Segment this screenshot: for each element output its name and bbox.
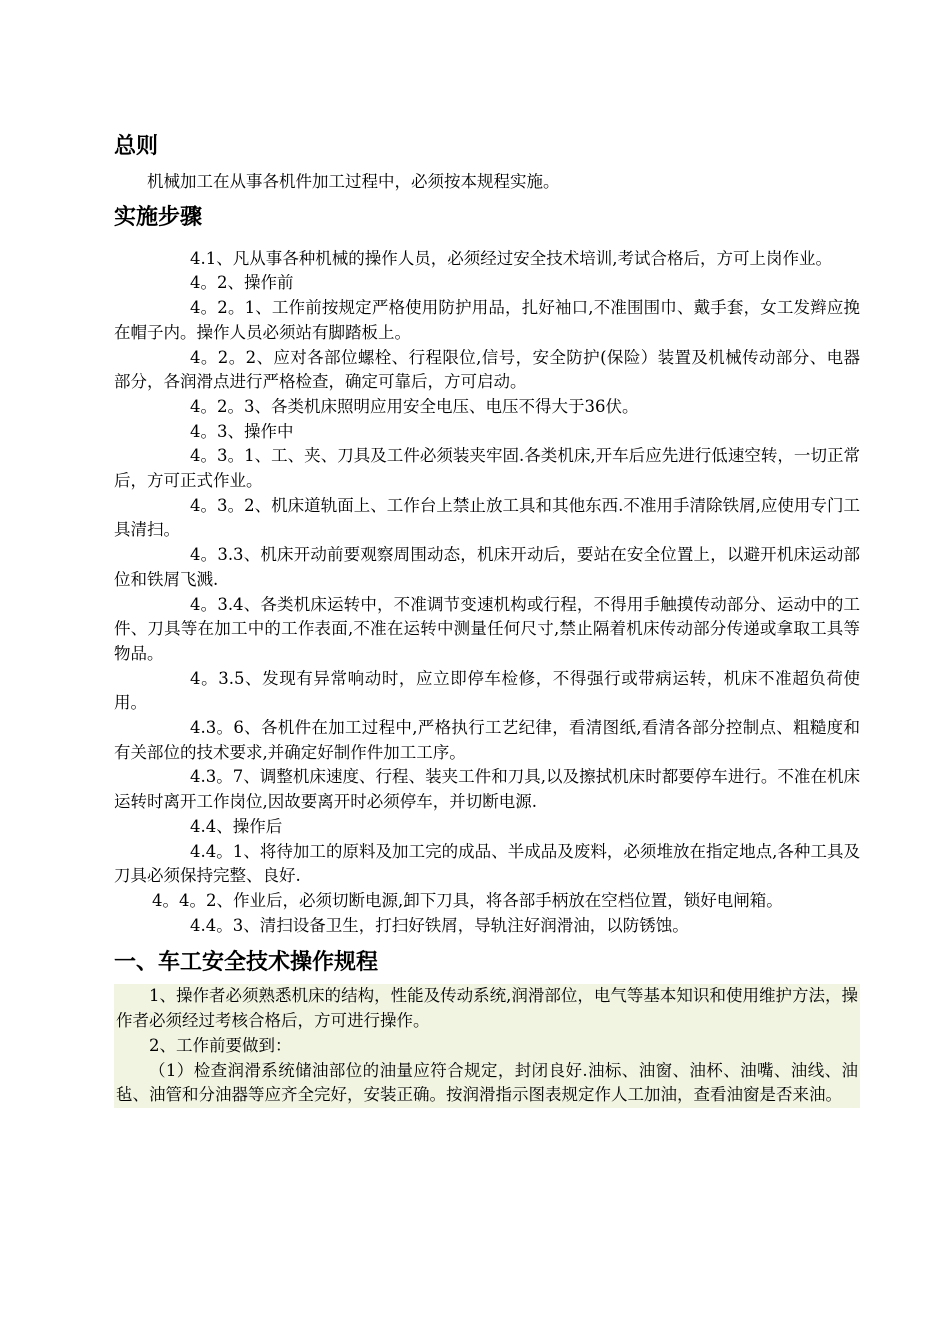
step-4-4-3: 4.4。3、清扫设备卫生，打扫好铁屑，导轨注好润滑油，以防锈蚀。 bbox=[190, 915, 689, 935]
step-4-3-4: 4。3.4、各类机床运转中，不准调节变速机构或行程，不得用手触摸传动部分、运动中的工件、刀具等在加工中的工作表面,不准在运转中测量任何尺寸,禁止隔着机床传动部分传递或拿取工具等物品。 bbox=[114, 594, 860, 663]
step-4-3-3: 4。3.3、机床开动前要观察周围动态，机床开动后，要站在安全位置上，以避开机床运动部位和铁屑飞溅. bbox=[114, 545, 860, 589]
step-4-3-5: 4。3.5、发现有异常响动时，应立即停车检修，不得强行或带病运转，机床不准超负荷使用。 bbox=[114, 668, 860, 713]
step-4-2-2: 4。2。2、应对各部位螺栓、行程限位,信号，安全防护(保险）装置及机械传动部分、电器部分，各润滑点进行严格检查，确定可靠后，方可启动。 bbox=[114, 347, 860, 392]
general-heading: 总则 bbox=[114, 134, 159, 159]
step-4-4-1: 4.4。1、将待加工的原料及加工完的成品、半成品及废料，必须堆放在指定地点,各种工具及刀具必须保持完整、良好. bbox=[114, 841, 860, 886]
document-page bbox=[114, 132, 860, 1108]
step-4-3-7: 4.3。7、调整机床速度、行程、装夹工件和刀具,以及擦拭机床时都要停车进行。不准在机床运转时离开工作岗位,因故要离开时必须停车，并切断电源. bbox=[114, 767, 860, 812]
step-4-4: 4.4、操作后 bbox=[190, 816, 283, 836]
general-paragraph: 机械加工在从事各机件加工过程中，必须按本规程实施。 bbox=[147, 172, 560, 191]
lathe-heading: 一、车工安全技术操作规程 bbox=[114, 950, 379, 976]
step-4-3-2: 4。3。2、机床道轨面上、工作台上禁止放工具和其他东西.不准用手清除铁屑,应使用专门工具清扫。 bbox=[114, 495, 860, 540]
step-4-3-1: 4。3。1、工、夹、刀具及工件必须装夹牢固.各类机床,开车后应先进行低速空转，一切正常后，方可正式作业。 bbox=[114, 446, 860, 491]
step-4-3: 4。3、操作中 bbox=[190, 421, 294, 441]
steps-heading: 实施步骤 bbox=[114, 204, 203, 230]
step-4-2: 4。2、操作前 bbox=[190, 273, 294, 293]
step-4-1: 4.1、凡从事各种机械的操作人员，必须经过安全技术培训,考试合格后，方可上岗作业。 bbox=[190, 248, 832, 268]
lathe-item-2: 2、工作前要做到： bbox=[149, 1035, 292, 1055]
step-4-2-3: 4。2。3、各类机床照明应用安全电压、电压不得大于36伏。 bbox=[190, 396, 639, 416]
step-4-2-1: 4。2。1、工作前按规定严格使用防护用品，扎好袖口,不准围围巾、戴手套，女工发辫应挽在帽子内。操作人员必须站有脚踏板上。 bbox=[114, 298, 860, 342]
lathe-item-2-1: （1）检查润滑系统储油部位的油量应符合规定，封闭良好.油标、油窗、油杯、油嘴、油线、油毡、油管和分油器等应齐全完好，安装正确。按润滑指示图表规定作人工加油，查看油窗是否来油。 bbox=[116, 1060, 858, 1105]
step-4-3-6: 4.3。6、各机件在加工过程中,严格执行工艺纪律，看清图纸,看清各部分控制点、粗糙度和有关部位的技术要求,并确定好制作件加工工序。 bbox=[114, 718, 860, 762]
lathe-item-1: 1、操作者必须熟悉机床的结构，性能及传动系统,润滑部位，电气等基本知识和使用维护方法，操作者必须经过考核合格后，方可进行操作。 bbox=[116, 986, 858, 1031]
steps-body bbox=[114, 247, 860, 939]
lathe-shaded-block bbox=[114, 984, 860, 1108]
step-4-4-2: 4。4。2、作业后，必须切断电源,卸下刀具，将各部手柄放在空档位置，锁好电闸箱。 bbox=[152, 890, 783, 910]
